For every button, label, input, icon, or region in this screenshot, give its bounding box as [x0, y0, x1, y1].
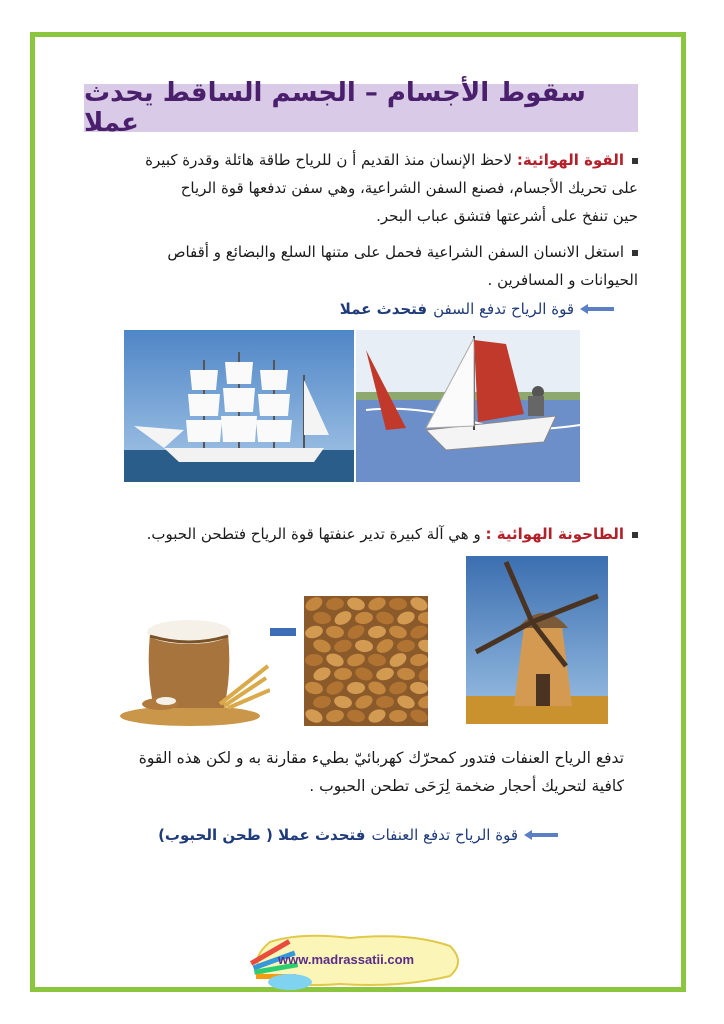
text-line: على تحريك الأجسام، فصنع السفن الشراعية، وهي سفن تدفعها قوة الرياح: [180, 179, 638, 197]
text-line: استغل الانسان السفن الشراعية فحمل على متنها السلع والبضائع و أقفاص: [167, 243, 624, 261]
text-line: لاحظ الإنسان منذ القديم أ ن للرياح طاقة هائلة وقدرة كبيرة: [145, 151, 513, 169]
page-title: سقوط الأجسام – الجسم الساقط يحدث عملا: [84, 78, 586, 138]
footer-logo: [240, 932, 468, 990]
bullet-icon: [632, 158, 638, 164]
conclusion-grinding: [158, 826, 558, 844]
term-windmill: الطاحونة الهوائية :: [485, 525, 624, 543]
wheat-grains-image: [304, 596, 428, 726]
conclusion-emphasis: فتحدث عملا: [339, 300, 428, 318]
arrow-left-icon: [580, 304, 614, 314]
bullet-icon: [632, 532, 638, 538]
arrow-left-icon: [524, 830, 558, 840]
paragraph-wind-force: [78, 146, 638, 230]
sailboat-painting-image: [356, 330, 580, 482]
conclusion-text: قوة الرياح تدفع العنفات: [371, 826, 518, 844]
term-wind-force: القوة الهوائية:: [516, 151, 624, 169]
windmill-image: [466, 556, 608, 724]
text-line: كافية لتحريك أحجار ضخمة لِرَحَى تطحن الحبوب .: [309, 777, 624, 795]
paragraph-sailing-use: [78, 238, 638, 294]
text-line: و هي آلة كبيرة تدير عنفتها قوة الرياح فتطحن الحبوب.: [146, 525, 481, 543]
text-line: حين تنفخ على أشرعتها فتشق عباب البحر.: [376, 207, 638, 225]
tall-ship-image: [124, 330, 354, 482]
text-line: الحيوانات و المسافرين .: [487, 271, 638, 289]
conclusion-emphasis: فتحدث عملا ( طحن الحبوب): [158, 826, 366, 844]
conclusion-ships: [340, 300, 614, 318]
text-line: تدفع الرياح العنفات فتدور كمحرّك كهربائيّ بطيء مقارنة به و لكن هذه القوة: [138, 749, 624, 767]
conclusion-text: قوة الرياح تدفع السفن: [433, 300, 574, 318]
footer-url: www.madrassatii.com: [278, 952, 415, 967]
flour-sack-image: [120, 604, 270, 728]
bullet-icon: [632, 250, 638, 256]
paragraph-turbines: [64, 744, 624, 800]
paragraph-windmill: [78, 520, 638, 548]
title-banner: [84, 78, 638, 138]
